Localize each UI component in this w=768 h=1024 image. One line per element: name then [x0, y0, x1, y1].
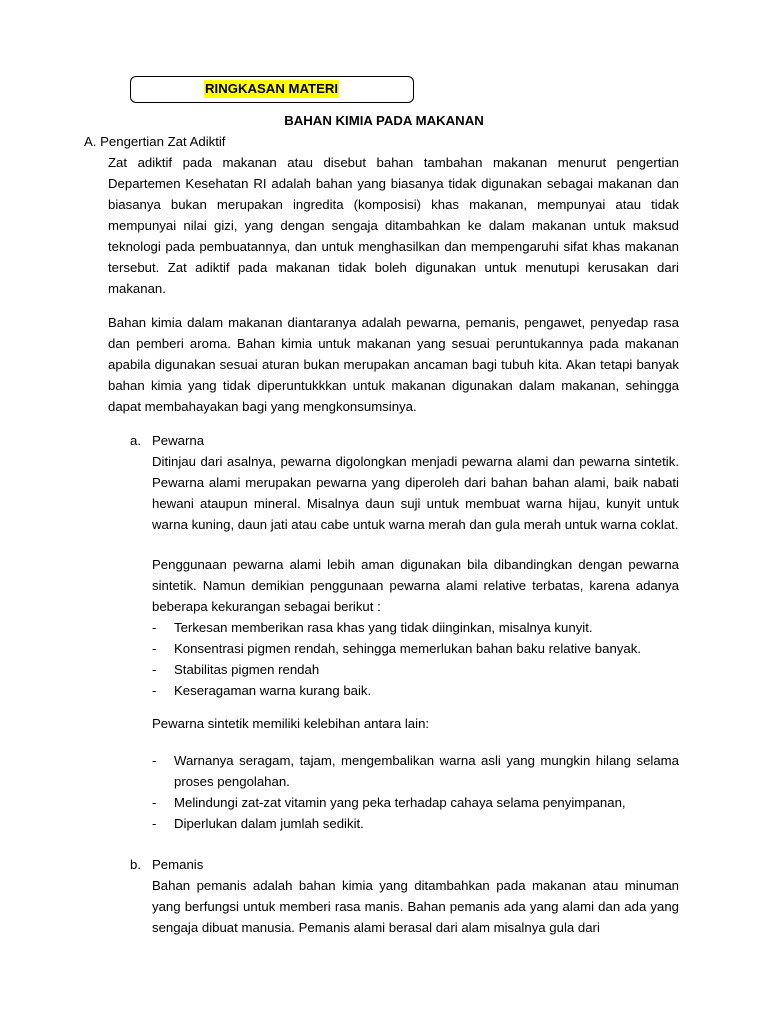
list-item — [152, 813, 679, 834]
list-item — [152, 659, 679, 680]
list-dash: - — [152, 753, 157, 768]
pewarna-paragraph-3: Pewarna sintetik memiliki kelebihan antara lain: — [152, 716, 430, 731]
section-a-heading: A. Pengertian Zat Adiktif — [84, 134, 226, 149]
list-dash: - — [152, 683, 157, 698]
list-item — [152, 638, 679, 659]
list-item-text: Diperlukan dalam jumlah sedikit. — [174, 816, 364, 831]
pewarna-weakness-list — [152, 617, 679, 701]
list-item — [152, 680, 679, 701]
pewarna-heading-text: Pewarna — [152, 433, 205, 448]
summary-header-box — [130, 76, 414, 103]
section-a-paragraph-2: Bahan kimia dalam makanan diantaranya adalah pewarna, pemanis, pengawet, penyedap rasa dan pemberi aroma. Bahan kimia untuk makanan yang sesuai peruntukannya pada makanan apabila digunakan sesuai aturan bukan merupakan ancaman bagi tubuh kita. Akan tetapi banyak bahan kimia yang tidak diperuntukkkan untuk makanan digunakan dalam makanan, sehingga dapat membahayakan bagi yang mengkonsumsinya. — [108, 315, 679, 414]
pewarna-marker: a. — [130, 433, 141, 448]
list-item-text: Melindungi zat-zat vitamin yang peka terhadap cahaya selama penyimpanan, — [174, 795, 626, 810]
list-item-text: Keseragaman warna kurang baik. — [174, 683, 372, 698]
list-dash: - — [152, 662, 157, 677]
list-dash: - — [152, 641, 157, 656]
pewarna-paragraph-2: Penggunaan pewarna alami lebih aman digunakan bila dibandingkan dengan pewarna sintetik. Namun demikian penggunaan pewarna alami relative terbatas, karena adanya beberapa kekurangan sebagai berikut : — [152, 557, 679, 614]
list-dash: - — [152, 795, 157, 810]
list-dash: - — [152, 816, 157, 831]
pewarna-paragraph-1: Ditinjau dari asalnya, pewarna digolongkan menjadi pewarna alami dan pewarna sintetik. Pewarna alami merupakan pewarna yang diperoleh dari bahan bahan alami, baik nabati hewani ataupun mineral. Misalnya daun suji untuk membuat warna hijau, kunyit untuk warna kuning, daun jati atau cabe untuk warna merah dan gula merah untuk warna coklat. — [152, 454, 679, 532]
list-item-text: Konsentrasi pigmen rendah, sehingga memerlukan bahan baku relative banyak. — [174, 641, 641, 656]
list-item — [152, 750, 679, 792]
section-a-paragraph-1: Zat adiktif pada makanan atau disebut bahan tambahan makanan menurut pengertian Departemen Kesehatan RI adalah bahan yang biasanya tidak digunakan sebagai makanan dan biasanya bukan merupakan ingredita (komposisi) khas makanan, mempunyai atau tidak mempunyai nilai gizi, yang dengan sengaja ditambahkan ke dalam makanan untuk maksud teknologi pada pembuatannya, dan untuk menghasilkan dan mempengaruhi sifat khas makanan tersebut. Zat adiktif pada makanan tidak boleh digunakan untuk menutupi kerusakan dari makanan. — [108, 155, 679, 296]
list-item — [152, 617, 679, 638]
page-title: BAHAN KIMIA PADA MAKANAN — [284, 113, 484, 128]
list-item-text: Terkesan memberikan rasa khas yang tidak diinginkan, misalnya kunyit. — [174, 620, 593, 635]
pewarna-advantage-list — [152, 750, 679, 834]
pemanis-heading-text: Pemanis — [152, 857, 204, 872]
list-dash: - — [152, 620, 157, 635]
list-item-text: Stabilitas pigmen rendah — [174, 662, 320, 677]
pemanis-paragraph-1: Bahan pemanis adalah bahan kimia yang ditambahkan pada makanan atau minuman yang berfungsi untuk memberi rasa manis. Bahan pemanis ada yang alami dan ada yang sengaja dibuat manusia. Pemanis alami berasal dari alam misalnya gula dari — [152, 878, 679, 935]
summary-header-label: RINGKASAN MATERI — [205, 81, 339, 96]
pemanis-marker: b. — [130, 857, 141, 872]
list-item — [152, 792, 679, 813]
list-item-text: Warnanya seragam, tajam, mengembalikan warna asli yang mungkin hilang selama proses pengolahan. — [174, 753, 679, 789]
